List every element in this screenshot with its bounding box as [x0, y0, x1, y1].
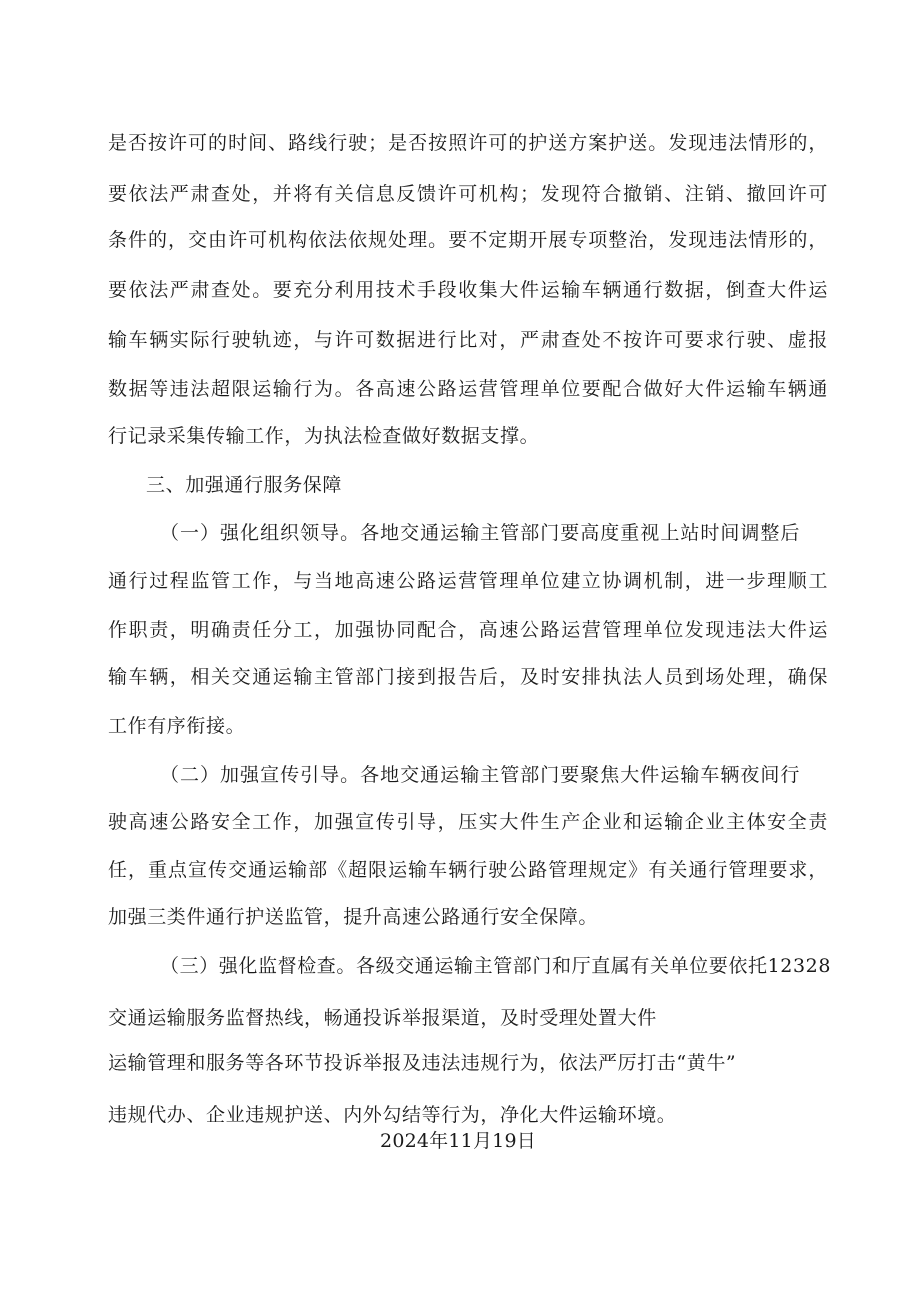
- item-line: 违规代办、企业违规护送、内外勾结等行为，净化大件运输环境。: [108, 1104, 677, 1126]
- item-line: 作职责，明确责任分工，加强协同配合，高速公路运营管理单位发现违法大件运: [108, 619, 828, 641]
- paragraph-line: 行记录采集传输工作，为执法检查做好数据支撑。: [108, 425, 540, 447]
- document-date: 2024年11月19日: [380, 1130, 536, 1152]
- paragraph-line: 要依法严肃查处。要充分利用技术手段收集大件运输车辆通行数据，倒查大件运: [108, 279, 828, 301]
- paragraph-line: 数据等违法超限运输行为。各高速公路运营管理单位要配合做好大件运输车辆通: [108, 378, 828, 400]
- item-line: （一）强化组织领导。各地交通运输主管部门要高度重视上站时间调整后: [160, 522, 800, 544]
- item-line: 运输管理和服务等各环节投诉举报及违法违规行为，依法严厉打击“黄牛”: [108, 1052, 737, 1074]
- section-heading: 三、加强通行服务保障: [146, 474, 343, 496]
- item-line: 交通运输服务监督热线，畅通投诉举报渠道，及时受理处置大件: [108, 1007, 657, 1029]
- paragraph-line: 是否按许可的时间、路线行驶；是否按照许可的护送方案护送。发现违法情形的，: [108, 132, 828, 154]
- item-line: 驶高速公路安全工作，加强宣传引导，压实大件生产企业和运输企业主体安全责: [108, 811, 828, 833]
- item-line: （二）加强宣传引导。各地交通运输主管部门要聚焦大件运输车辆夜间行: [160, 764, 800, 786]
- item-line: 通行过程监管工作，与当地高速公路运营管理单位建立协调机制，进一步理顺工: [108, 570, 828, 592]
- paragraph-line: 要依法严肃查处，并将有关信息反馈许可机构；发现符合撤销、注销、撤回许可: [108, 183, 828, 205]
- item-line: 工作有序衔接。: [108, 715, 246, 737]
- paragraph-line: 输车辆实际行驶轨迹，与许可数据进行比对，严肃查处不按许可要求行驶、虚报: [108, 329, 828, 351]
- paragraph-line: 条件的，交由许可机构依法依规处理。要不定期开展专项整治，发现违法情形的，: [108, 229, 828, 251]
- item-line: 输车辆，相关交通运输主管部门接到报告后，及时安排执法人员到场处理，确保: [108, 666, 828, 688]
- item-line: 加强三类件通行护送监管，提升高速公路通行安全保障。: [108, 906, 599, 928]
- item-line: （三）强化监督检查。各级交通运输主管部门和厅直属有关单位要依托12328: [160, 955, 832, 977]
- item-line: 任，重点宣传交通运输部《超限运输车辆行驶公路管理规定》有关通行管理要求，: [108, 859, 828, 881]
